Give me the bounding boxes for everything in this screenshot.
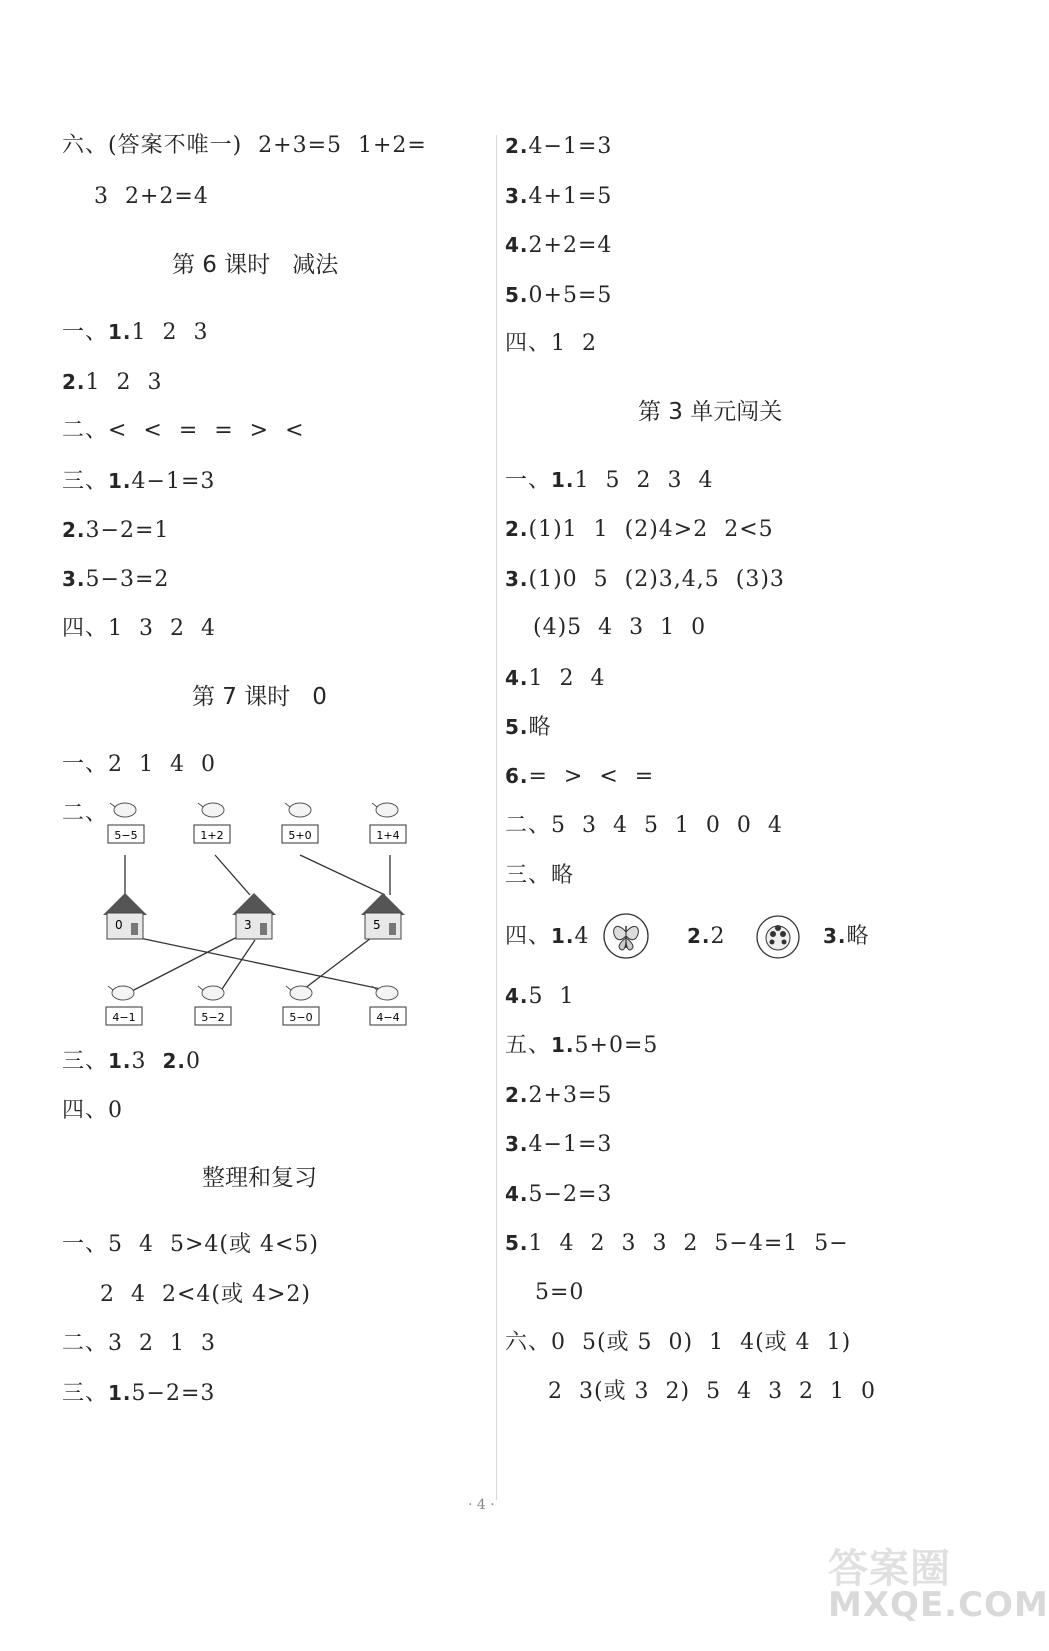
answer-text: (1)0 5 (2)3,4,5 (3)3	[528, 567, 785, 592]
answer-text: 1 4 2 3 3 2 5−4=1 5−	[528, 1231, 849, 1256]
ladybug-icon	[755, 914, 801, 960]
answer-number: 1.	[551, 924, 575, 948]
answer-number: 3.	[505, 184, 529, 208]
answer-line: 一、2 1 4 0	[62, 752, 216, 777]
answer-line	[687, 922, 726, 951]
expression-card	[283, 1007, 319, 1025]
answer-line	[505, 132, 612, 161]
answer-prefix: 三、	[62, 1381, 109, 1406]
answer-line: 三、略	[505, 863, 575, 888]
bird-icon	[108, 986, 134, 1000]
answer-number: 2.	[62, 518, 86, 542]
matching-diagram	[95, 795, 435, 1035]
answer-number: 4.	[505, 233, 529, 257]
answer-prefix: 一、	[62, 320, 109, 345]
answer-line: 四、1 3 2 4	[62, 616, 216, 641]
butterfly-icon	[602, 912, 650, 960]
answer-number: 3.	[823, 924, 847, 948]
section-heading: 第 7 课时 0	[192, 684, 327, 710]
answer-text: 5+0=5	[574, 1033, 659, 1058]
answer-text: 1 2 4	[528, 666, 606, 691]
answer-text: 0	[186, 1049, 202, 1074]
answer-line	[823, 922, 870, 951]
house-number: 5	[373, 918, 381, 932]
answer-number: 1.	[551, 468, 575, 492]
answer-line	[62, 368, 162, 397]
answer-number: 2.	[505, 1083, 529, 1107]
answer-number: 3.	[505, 1132, 529, 1156]
expression-card	[370, 1007, 406, 1025]
card-text: 1+2	[200, 829, 224, 842]
answer-line	[62, 565, 169, 594]
expression-card	[282, 825, 318, 843]
answer-line	[505, 466, 713, 495]
answer-number: 1.	[108, 320, 132, 344]
expression-card	[194, 825, 230, 843]
answer-number: 2.	[505, 134, 529, 158]
answer-text: 1 2 3	[85, 370, 163, 395]
section-heading: 第 6 课时 减法	[172, 252, 339, 278]
answer-line: 四、1 2	[505, 331, 597, 356]
bird-icon	[286, 986, 312, 1000]
answer-line	[505, 982, 575, 1011]
card-text: 1+4	[376, 829, 400, 842]
card-text: 5−0	[289, 1011, 313, 1024]
answer-text: 5−2=3	[528, 1182, 613, 1207]
answer-line	[505, 713, 552, 742]
expression-card	[370, 825, 406, 843]
answer-number: 5.	[505, 283, 529, 307]
watermark	[828, 1546, 1049, 1625]
house-icon	[361, 893, 405, 939]
answer-text: 4−1=3	[528, 134, 613, 159]
answer-number: 3.	[62, 567, 86, 591]
answer-text: (1)1 1 (2)4>2 2<5	[528, 517, 774, 542]
card-text: 5+0	[288, 829, 312, 842]
answer-line: 二、< < = = > <	[62, 418, 305, 443]
answer-number: 5.	[505, 1231, 529, 1255]
bird-icon	[198, 803, 224, 817]
expression-card	[195, 1007, 231, 1025]
column-divider	[496, 135, 497, 1500]
bird-icon	[110, 803, 136, 817]
house-number: 0	[115, 918, 123, 932]
answer-line: 四、0	[62, 1098, 123, 1123]
answer-line	[505, 281, 612, 310]
answer-line: 2 4 2<4(或 4>2)	[100, 1282, 311, 1307]
answer-prefix: 三、	[62, 469, 109, 494]
answer-text: = > < =	[528, 764, 655, 789]
answer-number: 3.	[505, 567, 529, 591]
bird-icon	[285, 803, 311, 817]
answer-line	[505, 1229, 849, 1258]
watermark-en: MXQE.COM	[828, 1585, 1049, 1625]
answer-text: 4+1=5	[528, 184, 613, 209]
house-icon	[232, 893, 276, 939]
answer-prefix: 一、	[505, 468, 552, 493]
expression-card	[106, 1007, 142, 1025]
answer-text: 2+2=4	[528, 233, 613, 258]
answer-number: 6.	[505, 764, 529, 788]
answer-text: 5−3=2	[85, 567, 170, 592]
answer-prefix: 三、	[62, 1049, 109, 1074]
page-number: · 4 ·	[468, 1497, 495, 1513]
answer-line: 一、5 4 5>4(或 4<5)	[62, 1232, 319, 1257]
answer-line	[505, 1130, 612, 1159]
expression-card	[108, 825, 144, 843]
answer-text: 1 2 3	[131, 320, 209, 345]
answer-line	[505, 565, 785, 594]
answer-line	[505, 1081, 612, 1110]
answer-line: 二、5 3 4 5 1 0 0 4	[505, 813, 783, 838]
answer-text: 略	[528, 715, 552, 740]
answer-line	[62, 1047, 201, 1076]
answer-prefix: 四、	[505, 924, 552, 949]
answer-line	[505, 922, 590, 951]
answer-line	[62, 467, 215, 496]
answer-number: 2.	[687, 924, 711, 948]
section-heading: 整理和复习	[202, 1165, 317, 1191]
answer-line	[505, 182, 612, 211]
answer-text: 5 1	[528, 984, 575, 1009]
answer-prefix: 五、	[505, 1033, 552, 1058]
card-text: 4−1	[112, 1011, 136, 1024]
answer-text: 1 5 2 3 4	[574, 468, 714, 493]
section-heading: 第 3 单元闯关	[638, 399, 783, 425]
watermark-cn: 答案圈	[828, 1546, 951, 1592]
answer-line	[505, 515, 774, 544]
answer-text: 4	[574, 924, 590, 949]
card-text: 5−5	[114, 829, 138, 842]
bird-icon	[372, 803, 398, 817]
answer-number: 1.	[551, 1033, 575, 1057]
answer-line: 二、3 2 1 3	[62, 1331, 216, 1356]
answer-text: 5−2=3	[131, 1381, 216, 1406]
answer-line: 3 2+2=4	[94, 184, 209, 209]
answer-number: 1.	[108, 1049, 132, 1073]
answer-number: 4.	[505, 1182, 529, 1206]
answer-line	[505, 664, 605, 693]
answer-text: 4−1=3	[528, 1132, 613, 1157]
answer-line	[62, 318, 209, 347]
answer-number: 5.	[505, 715, 529, 739]
answer-number: 2.	[62, 370, 86, 394]
answer-text: 3−2=1	[85, 518, 170, 543]
answer-text: 2+3=5	[528, 1083, 613, 1108]
card-text: 4−4	[376, 1011, 400, 1024]
answer-line	[62, 1379, 215, 1408]
answer-line: 二、	[62, 801, 109, 826]
answer-line: 5=0	[535, 1280, 585, 1305]
answer-line	[62, 516, 169, 545]
answer-line	[505, 762, 654, 791]
answer-line	[505, 1031, 658, 1060]
answer-text: 4−1=3	[131, 469, 216, 494]
answer-number: 1.	[108, 469, 132, 493]
answer-line	[505, 1180, 612, 1209]
answer-line: 2 3(或 3 2) 5 4 3 2 1 0	[548, 1379, 877, 1404]
answer-line	[505, 231, 612, 260]
bird-icon	[198, 986, 224, 1000]
answer-number: 1.	[108, 1381, 132, 1405]
house-number: 3	[244, 918, 252, 932]
answer-number: 4.	[505, 666, 529, 690]
card-text: 5−2	[201, 1011, 225, 1024]
answer-text: 2	[710, 924, 726, 949]
house-icon	[103, 893, 147, 939]
answer-number: 2.	[162, 1049, 187, 1073]
answer-line: 六、0 5(或 5 0) 1 4(或 4 1)	[505, 1330, 852, 1355]
answer-line: 六、(答案不唯一) 2+3=5 1+2=	[62, 133, 427, 158]
answer-line: (4)5 4 3 1 0	[533, 615, 707, 640]
answer-number: 4.	[505, 984, 529, 1008]
answer-number: 2.	[505, 517, 529, 541]
answer-text: 0+5=5	[528, 283, 613, 308]
answer-text: 3	[131, 1049, 163, 1074]
answer-text: 略	[846, 924, 870, 949]
